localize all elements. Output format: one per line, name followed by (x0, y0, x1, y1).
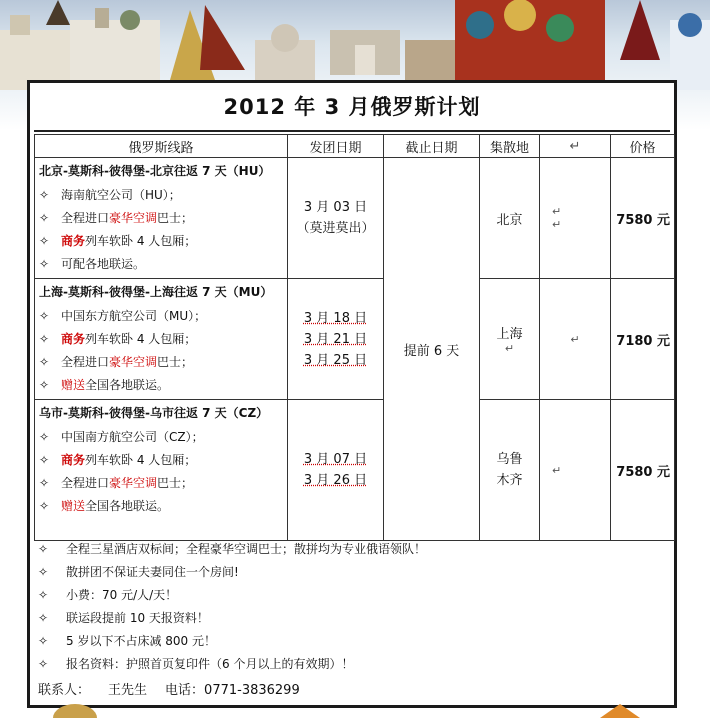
bullet-icon: ✧ (38, 565, 49, 579)
return-mark-icon: ↵ (552, 218, 562, 231)
route-name: 北京-莫斯科-彼得堡-北京往返 7 天（HU） (39, 164, 271, 178)
bullet-icon: ✧ (39, 453, 50, 467)
page-title: 2012 年 3 月俄罗斯计划 (223, 95, 481, 119)
route-cell-shanghai (35, 279, 288, 400)
bullet-icon: ✧ (39, 430, 50, 444)
feature-item: ✧ 中国东方航空公司（MU）； (39, 305, 283, 328)
bullet-icon: ✧ (38, 634, 49, 648)
feature-item: ✧ 全程进口豪华空调巴士； (39, 207, 283, 230)
bullet-icon: ✧ (39, 355, 50, 369)
empty-cell (540, 279, 611, 400)
feature-item: ✧ 商务列车软卧 4 人包厢； (39, 230, 283, 253)
header-price: 价格 (611, 135, 675, 158)
bullet-icon: ✧ (39, 234, 50, 248)
departure-dates: 3 月 18 日 3 月 21 日 3 月 25 日 (288, 279, 384, 400)
route-cell-urumqi (35, 400, 288, 541)
hub-cell: 北京 (480, 158, 540, 279)
note-item: ✧ 联运段提前 10 天报资料！ (34, 607, 670, 630)
deadline-cell: 提前 6 天 (384, 158, 480, 541)
header-empty: ↵ (540, 135, 611, 158)
bullet-icon: ✧ (39, 257, 50, 271)
note-item: ✧ 小费：70 元/人/天！ (34, 584, 670, 607)
header-deadline: 截止日期 (384, 135, 480, 158)
empty-cell (540, 158, 611, 279)
empty-cell (540, 400, 611, 541)
feature-item: ✧ 全程进口豪华空调巴士； (39, 351, 283, 374)
bullet-icon: ✧ (39, 499, 50, 513)
feature-item: ✧ 海南航空公司（HU）； (39, 184, 283, 207)
feature-item: ✧ 赠送全国各地联运。 (39, 374, 283, 397)
note-item: ✧ 全程三星酒店双标间；全程豪华空调巴士；散拼均为专业俄语领队！ (34, 538, 670, 561)
table-row (35, 400, 675, 541)
feature-item: ✧ 商务列车软卧 4 人包厢； (39, 328, 283, 351)
return-mark-icon: ↵ (552, 463, 562, 477)
hub-cell: 上海 ↵ (480, 279, 540, 400)
bullet-icon: ✧ (39, 309, 50, 323)
bullet-icon: ✧ (38, 588, 49, 602)
feature-item: ✧ 可配各地联运。 (39, 253, 283, 276)
notes-list (34, 538, 670, 676)
bullet-icon: ✧ (39, 188, 50, 202)
tour-plan-frame (27, 80, 677, 708)
note-item: ✧ 5 岁以下不占床减 800 元！ (34, 630, 670, 653)
contact-label: 联系人： (38, 683, 91, 698)
header-route: 俄罗斯线路 (35, 135, 288, 158)
price-cell: 7180 元 (611, 279, 675, 400)
feature-item: ✧ 全程进口豪华空调巴士； (39, 472, 283, 495)
header-departure-date: 发团日期 (288, 135, 384, 158)
table-header-row (35, 135, 675, 158)
title-divider (34, 130, 670, 132)
contact-name: 王先生 (108, 683, 148, 698)
note-item: ✧ 散拼团不保证夫妻同住一个房间! (34, 561, 670, 584)
contact-line (38, 679, 318, 698)
bullet-icon: ✧ (39, 378, 50, 392)
return-mark-icon: ↵ (504, 342, 515, 355)
bullet-icon: ✧ (39, 476, 50, 490)
phone-label: 电话： (165, 683, 205, 698)
feature-item: ✧ 商务列车软卧 4 人包厢； (39, 449, 283, 472)
route-name: 乌市-莫斯科-彼得堡-乌市往返 7 天（CZ） (39, 406, 269, 420)
table-row (35, 279, 675, 400)
table-row (35, 158, 675, 279)
bullet-icon: ✧ (38, 542, 49, 556)
phone-number: 0771-3836299 (204, 683, 300, 698)
bullet-icon: ✧ (39, 332, 50, 346)
departure-dates: 3 月 07 日 3 月 26 日 (288, 400, 384, 541)
return-mark-icon: ↵ (570, 332, 580, 346)
feature-item: ✧ 赠送全国各地联运。 (39, 495, 283, 518)
footer-decoration (0, 700, 710, 718)
hub-cell: 乌鲁 木齐 (480, 400, 540, 541)
price-cell: 7580 元 (611, 400, 675, 541)
bullet-icon: ✧ (38, 611, 49, 625)
return-mark-icon: ↵ (552, 205, 562, 218)
bullet-icon: ✧ (39, 211, 50, 225)
route-cell-beijing (35, 158, 288, 279)
route-name: 上海-莫斯科-彼得堡-上海往返 7 天（MU） (39, 285, 273, 299)
feature-item: ✧ 中国南方航空公司（CZ）； (39, 426, 283, 449)
header-hub: 集散地 (480, 135, 540, 158)
note-item: ✧ 报名资料：护照首页复印件（6 个月以上的有效期）！ (34, 653, 670, 676)
price-cell: 7580 元 (611, 158, 675, 279)
routes-table (34, 134, 675, 541)
departure-dates: 3 月 03 日 （莫进莫出） (288, 158, 384, 279)
bullet-icon: ✧ (38, 657, 49, 671)
